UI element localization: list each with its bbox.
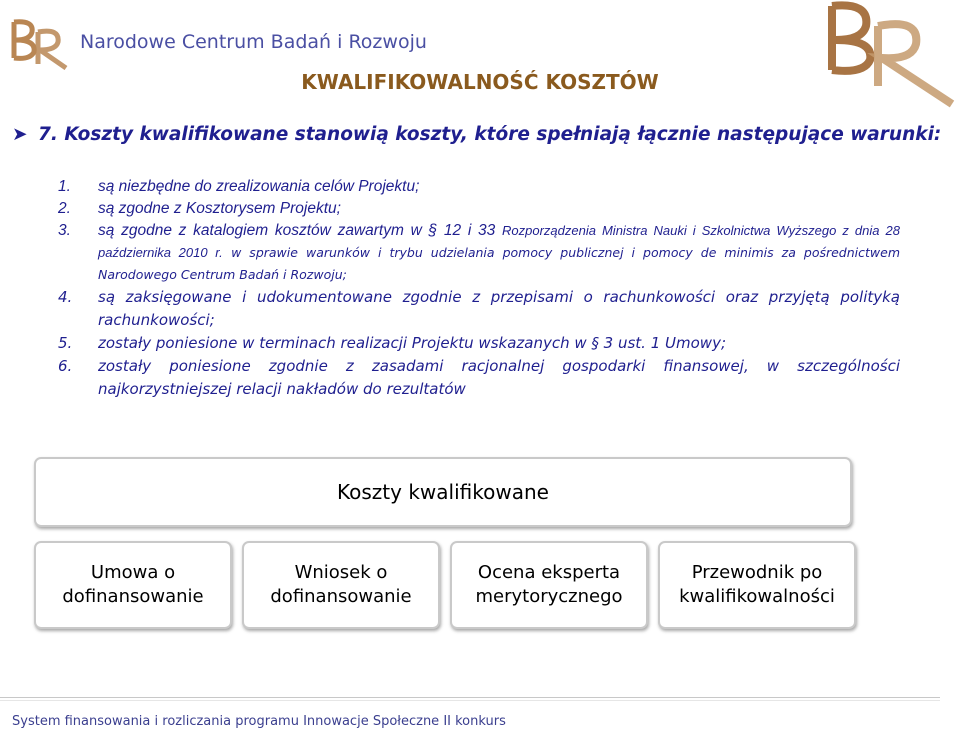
organization-name: Narodowe Centrum Badań i Rozwoju — [80, 31, 427, 53]
list-item: 4. są zaksięgowane i udokumentowane zgodnie z przepisami o rachunkowości oraz przyjętą polityką rachunkowości; — [58, 288, 900, 329]
page-title: KWALIFIKOWALNOŚĆ KOSZTÓW — [301, 70, 659, 94]
funding-application-box: Wniosek o dofinansowanie — [242, 541, 440, 629]
list-item: 3. są zgodne z katalogiem kosztów zawartym w § 12 i 33 Rozporządzenia Ministra Nauki i Szkolnictwa Wyższego z dnia 28 października 2010 r. w sprawie warunków i trybu udzielania pomocy publicznej i pomocy de minimis za pośrednictwem Narodowego Centrum Badań i Rozwoju; — [58, 222, 901, 282]
footer-text: System finansowania i rozliczania programu Innowacje Społeczne II konkurs — [12, 714, 506, 729]
footer-divider — [0, 697, 940, 698]
arrow-bullet-icon: ➤ — [12, 124, 28, 145]
list-item: 1. są niezbędne do zrealizowania celów Projektu; — [58, 178, 420, 195]
footer-divider-shadow — [0, 700, 940, 701]
section-heading-text: 7. Koszty kwalifikowane stanowią koszty, które spełniają łącznie następujące warunki: — [38, 124, 942, 145]
section-heading — [12, 124, 942, 145]
ncbr-logo-small — [8, 18, 76, 70]
expert-evaluation-box: Ocena eksperta merytorycznego — [450, 541, 648, 629]
list-item: 5. zostały poniesione w terminach realizacji Projektu wskazanych w § 3 ust. 1 Umowy; — [58, 334, 727, 352]
list-item: 6. zostały poniesione zgodnie z zasadami racjonalnej gospodarki finansowej, w szczególności najkorzystniejszej relacji nakładów do rezultatów — [58, 357, 900, 398]
conditions-list — [38, 176, 900, 401]
list-item: 2. są zgodne z Kosztorysem Projektu; — [58, 200, 341, 217]
funding-agreement-box: Umowa o dofinansowanie — [34, 541, 232, 629]
eligibility-guide-box: Przewodnik po kwalifikowalności — [658, 541, 856, 629]
eligible-costs-box: Koszty kwalifikowane — [34, 457, 852, 527]
